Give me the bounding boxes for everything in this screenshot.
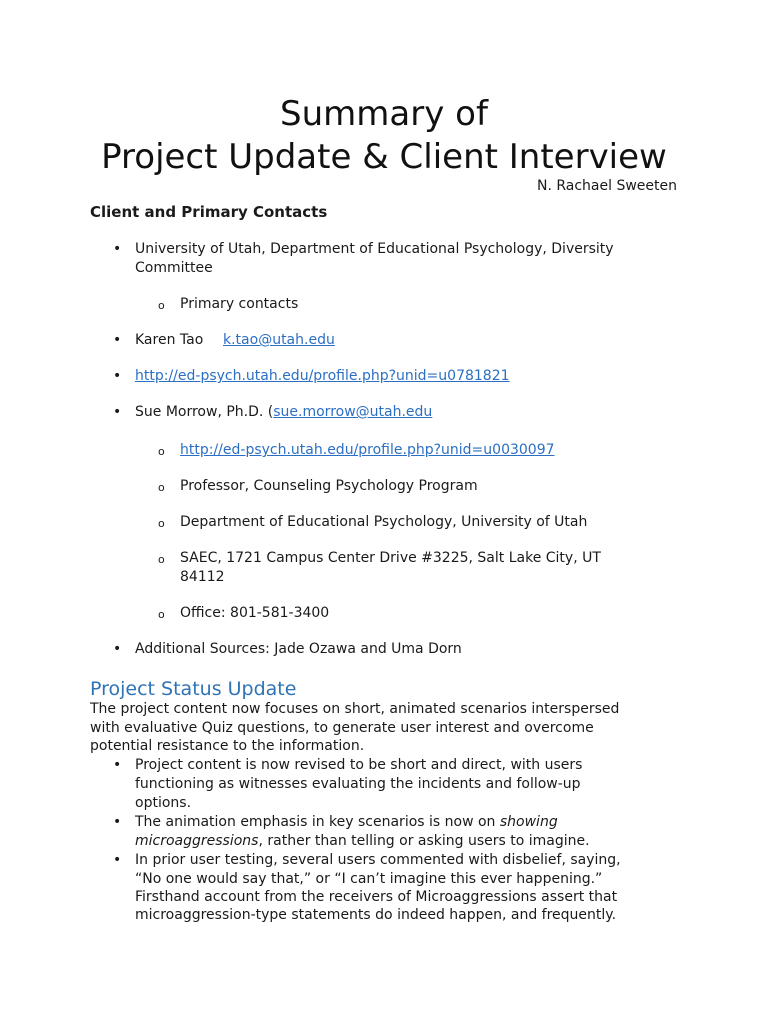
karen-tao-profile-link[interactable]: http://ed-psych.utah.edu/profile.php?unid=u0781821 [135, 368, 510, 384]
bullet-dot: • [113, 814, 122, 830]
status-bullet-3-line-1: In prior user testing, several users commented with disbelief, saying, [135, 852, 621, 868]
status-intro-line-1: The project content now focuses on short, animated scenarios interspersed [90, 701, 620, 717]
university-line-1: University of Utah, Department of Educational Psychology, Diversity [135, 241, 614, 257]
karen-tao-name: Karen Tao [135, 332, 204, 348]
status-intro-line-2: with evaluative Quiz questions, to generate user interest and overcome [90, 720, 594, 736]
sue-morrow-department: Department of Educational Psychology, University of Utah [180, 514, 588, 530]
status-bullet-2-emphasis: showing [499, 814, 558, 830]
status-bullet-1-line-3: options. [135, 795, 192, 811]
university-line-2: Committee [135, 260, 213, 276]
sue-morrow-address-line-2: 84112 [180, 569, 225, 585]
bullet-dot: • [113, 368, 122, 384]
contacts-heading: Client and Primary Contacts [90, 203, 328, 221]
bullet-dot: • [113, 332, 122, 348]
sub-bullet-circle: o [158, 299, 165, 312]
author-name: N. Rachael Sweeten [536, 178, 677, 194]
sue-morrow-role: Professor, Counseling Psychology Program [180, 478, 478, 494]
status-bullet-1-line-2: functioning as witnesses evaluating the incidents and follow-up [135, 776, 581, 792]
status-intro-line-3: potential resistance to the information. [90, 738, 365, 754]
bullet-dot: • [113, 757, 122, 773]
bullet-dot: • [113, 641, 122, 657]
status-bullet-2-line-1 [135, 813, 558, 832]
sue-morrow-email-link[interactable]: sue.morrow@utah.edu [273, 404, 433, 420]
bullet-dot: • [113, 852, 122, 868]
status-bullet-2-emphasis: microaggressions [135, 833, 259, 849]
sue-morrow-address-line-1: SAEC, 1721 Campus Center Drive #3225, Salt Lake City, UT [180, 550, 601, 566]
sue-morrow-office: Office: 801-581-3400 [180, 605, 330, 621]
status-heading: Project Status Update [90, 678, 297, 700]
status-bullet-2-text: The animation emphasis in key scenarios is now on [135, 814, 500, 830]
sub-bullet-circle: o [158, 445, 165, 458]
status-bullet-3-line-4: microaggression-type statements do indeed happen, and frequently. [135, 907, 617, 923]
status-bullet-2-line-2 [135, 832, 590, 851]
status-bullet-2-text: , rather than telling or asking users to imagine. [258, 833, 590, 849]
bullet-dot: • [113, 404, 122, 420]
status-bullet-1-line-1: Project content is now revised to be short and direct, with users [135, 757, 583, 773]
sue-morrow-line [135, 403, 432, 422]
sub-bullet-circle: o [158, 553, 165, 566]
additional-sources: Additional Sources: Jade Ozawa and Uma Dorn [135, 641, 462, 657]
status-bullet-3-line-3: Firsthand account from the receivers of Microaggressions assert that [135, 889, 618, 905]
bullet-dot: • [113, 241, 122, 257]
sue-morrow-name: Sue Morrow, Ph.D. ( [135, 404, 274, 420]
karen-tao-email-link[interactable]: k.tao@utah.edu [223, 332, 335, 348]
status-bullet-3-line-2: “No one would say that,” or “I can’t imagine this ever happening.” [135, 871, 603, 887]
sub-bullet-circle: o [158, 517, 165, 530]
title-line-2: Project Update & Client Interview [101, 137, 667, 177]
title-line-1: Summary of [280, 94, 488, 134]
sub-bullet-circle: o [158, 481, 165, 494]
sue-morrow-profile-link[interactable]: http://ed-psych.utah.edu/profile.php?unid=u0030097 [180, 442, 555, 458]
sub-bullet-circle: o [158, 608, 165, 621]
primary-contacts-label: Primary contacts [180, 296, 299, 312]
